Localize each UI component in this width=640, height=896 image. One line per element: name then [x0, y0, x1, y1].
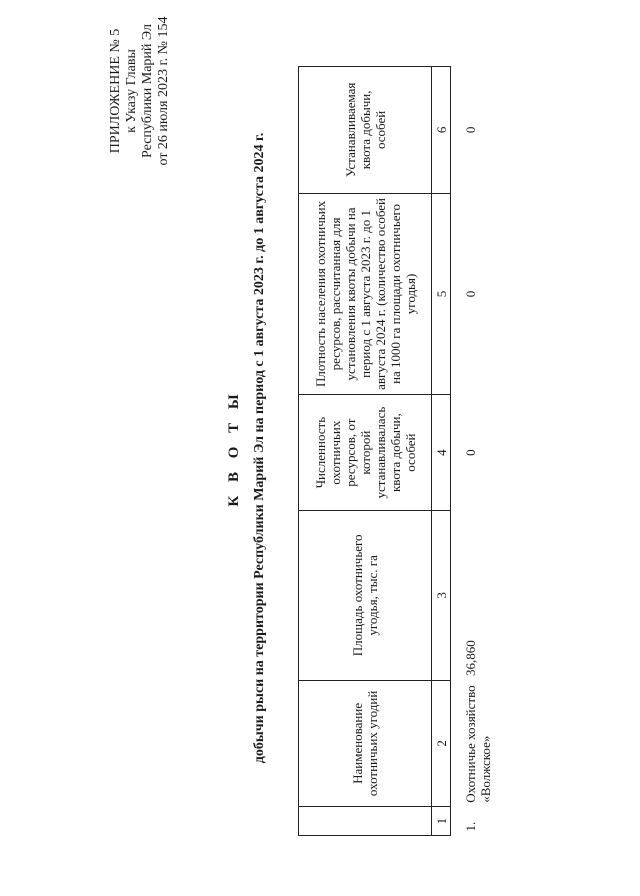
population-cell: 0	[463, 449, 478, 456]
document-title: К В О Т Ы	[226, 389, 242, 507]
column-number: 6	[432, 67, 451, 194]
column-number: 1	[432, 807, 451, 836]
column-number-row	[432, 67, 451, 836]
column-number: 5	[432, 193, 451, 394]
header-cell-area: Площадь охотничьего угодья, тыс. га	[299, 511, 432, 680]
column-number: 4	[432, 395, 451, 511]
document-subtitle: добычи рыси на территории Республики Марий Эл на период с 1 августа 2023 г. до 1 августа 2024 г.	[252, 132, 267, 764]
appendix-block	[108, 0, 172, 196]
column-number: 2	[432, 680, 451, 807]
appendix-line: ПРИЛОЖЕНИЕ № 5	[108, 28, 123, 154]
table-header-row	[299, 67, 432, 836]
appendix-line: от 26 июля 2023 г. № 154	[156, 16, 171, 166]
table-row	[451, 67, 536, 836]
header-cell-population: Численность охотничьих ресурсов, от которой устанавливалась квота добычи, особей	[299, 395, 432, 511]
hunting-ground-name-cell: Охотничье хозяйство «Волжское»	[463, 685, 493, 803]
row-number-cell: 1.	[463, 821, 478, 832]
header-cell-quota: Устанавливаемая квота добычи, особей	[299, 67, 432, 194]
quota-table	[298, 66, 535, 836]
area-cell: 36,860	[463, 640, 478, 677]
column-number: 3	[432, 511, 451, 680]
header-cell-number	[299, 807, 432, 836]
header-cell-name: Наименование охотничьих угодий	[299, 680, 432, 807]
density-cell: 0	[463, 290, 478, 298]
header-cell-density: Плотность населения охотничьих ресурсов, рассчитанная для установления квоты добычи на период с 1 августа 2023 г. до 1 августа 2024 г. (количество особей на 1000 га площади охотничьего угодья)	[299, 193, 432, 394]
appendix-line: к Указу Главы	[124, 49, 139, 133]
quota-cell: 0	[463, 126, 478, 134]
appendix-line: Республики Марий Эл	[140, 24, 155, 158]
